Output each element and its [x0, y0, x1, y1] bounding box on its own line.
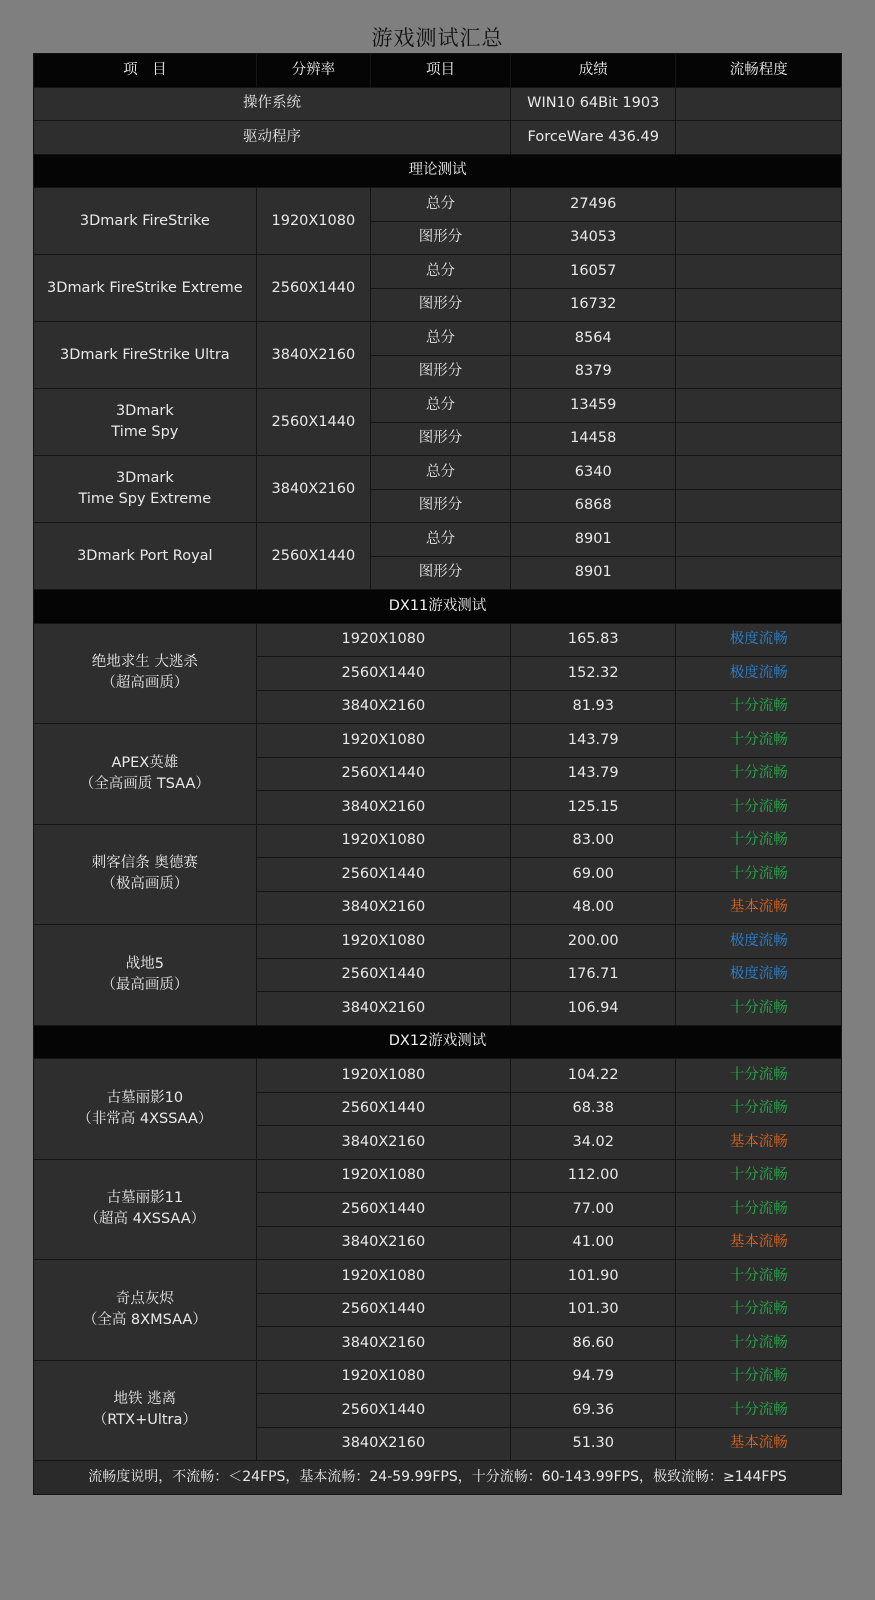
section-row-theory [34, 154, 842, 188]
resolution-cell: 2560X1440 [256, 1092, 510, 1126]
smoothness-cell: 十分流畅 [676, 858, 842, 892]
smoothness-cell: 十分流畅 [676, 1092, 842, 1126]
test-name-line: 3Dmark [115, 403, 174, 419]
score-cell: 8379 [511, 355, 676, 389]
smoothness-cell: 基本流畅 [676, 1427, 842, 1461]
score-cell: 16732 [511, 288, 676, 322]
test-name-line: 3Dmark FireStrike [79, 212, 210, 229]
resolution-cell: 3840X2160 [256, 1226, 510, 1260]
score-cell: 13459 [511, 389, 676, 423]
empty-cell [676, 556, 842, 590]
resolution-cell: 3840X2160 [256, 891, 510, 925]
score-cell: 125.15 [511, 791, 676, 825]
smoothness-cell: 十分流畅 [676, 1159, 842, 1193]
smoothness-cell: 十分流畅 [676, 1260, 842, 1294]
test-name-line: 地铁 逃离 [113, 1391, 177, 1408]
game-test-summary-table [33, 53, 842, 1495]
empty-cell [676, 121, 842, 155]
smoothness-cell: 极度流畅 [676, 958, 842, 992]
empty-cell [676, 456, 842, 490]
resolution-cell: 3840X2160 [256, 322, 370, 389]
subitem-cell: 总分 [371, 389, 511, 423]
test-name-line: Time Spy [111, 424, 179, 440]
resolution-cell: 2560X1440 [256, 657, 510, 691]
system-row-driver [34, 121, 842, 155]
subitem-cell: 总分 [371, 188, 511, 222]
resolution-cell: 1920X1080 [256, 824, 510, 858]
section-title: DX12游戏测试 [34, 1025, 842, 1059]
resolution-cell: 2560X1440 [256, 255, 370, 322]
smoothness-cell: 十分流畅 [676, 791, 842, 825]
test-name [34, 1159, 257, 1260]
empty-cell [676, 389, 842, 423]
header-score: 成绩 [511, 54, 676, 88]
resolution-cell: 2560X1440 [256, 1193, 510, 1227]
system-value: WIN10 64Bit 1903 [511, 87, 676, 121]
score-cell: 101.30 [511, 1293, 676, 1327]
table-row [34, 623, 842, 657]
resolution-cell: 2560X1440 [256, 757, 510, 791]
test-name [34, 255, 257, 322]
test-name-line: （RTX+Ultra） [92, 1412, 197, 1429]
score-cell: 6868 [511, 489, 676, 523]
empty-cell [676, 322, 842, 356]
smoothness-cell: 极度流畅 [676, 925, 842, 959]
subitem-cell: 图形分 [371, 422, 511, 456]
table-row [34, 188, 842, 222]
test-name-line: 3Dmark [115, 470, 174, 486]
header-item: 项 目 [34, 54, 257, 88]
score-cell: 152.32 [511, 657, 676, 691]
smoothness-cell: 基本流畅 [676, 1226, 842, 1260]
test-name-line: 战地5 [125, 955, 164, 972]
subitem-cell: 图形分 [371, 288, 511, 322]
test-name [34, 1360, 257, 1461]
smoothness-cell: 极度流畅 [676, 657, 842, 691]
score-cell: 51.30 [511, 1427, 676, 1461]
smoothness-cell: 十分流畅 [676, 757, 842, 791]
score-cell: 86.60 [511, 1327, 676, 1361]
table-row [34, 724, 842, 758]
table-row [34, 523, 842, 557]
smoothness-cell: 十分流畅 [676, 724, 842, 758]
resolution-cell: 2560X1440 [256, 858, 510, 892]
test-name-line: 绝地求生 大逃杀 [91, 654, 198, 671]
resolution-cell: 1920X1080 [256, 1059, 510, 1093]
resolution-cell: 2560X1440 [256, 389, 370, 456]
smoothness-cell: 基本流畅 [676, 891, 842, 925]
smoothness-cell: 十分流畅 [676, 1293, 842, 1327]
score-cell: 83.00 [511, 824, 676, 858]
legend-row [34, 1461, 842, 1495]
resolution-cell: 3840X2160 [256, 690, 510, 724]
test-name [34, 322, 257, 389]
test-name [34, 188, 257, 255]
resolution-cell: 1920X1080 [256, 1159, 510, 1193]
resolution-cell: 2560X1440 [256, 1394, 510, 1428]
test-name-line: 奇点灰烬 [115, 1290, 174, 1307]
score-cell: 34.02 [511, 1126, 676, 1160]
score-cell: 8901 [511, 523, 676, 557]
smoothness-cell: 十分流畅 [676, 1360, 842, 1394]
empty-cell [676, 489, 842, 523]
test-name [34, 389, 257, 456]
resolution-cell: 1920X1080 [256, 188, 370, 255]
score-cell: 94.79 [511, 1360, 676, 1394]
resolution-cell: 1920X1080 [256, 1360, 510, 1394]
resolution-cell: 1920X1080 [256, 623, 510, 657]
test-name-line: 刺客信条 奥德赛 [91, 855, 198, 872]
resolution-cell: 1920X1080 [256, 1260, 510, 1294]
score-cell: 77.00 [511, 1193, 676, 1227]
smoothness-cell: 十分流畅 [676, 1193, 842, 1227]
section-title: DX11游戏测试 [34, 590, 842, 624]
test-name-line: （超高 4XSSAA） [84, 1211, 206, 1228]
smoothness-cell: 十分流畅 [676, 1394, 842, 1428]
table-row [34, 255, 842, 289]
test-name [34, 523, 257, 590]
subitem-cell: 总分 [371, 322, 511, 356]
table-header-row [34, 54, 842, 88]
smoothness-cell: 极度流畅 [676, 623, 842, 657]
test-name-line: （全高 8XMSAA） [82, 1311, 207, 1328]
score-cell: 143.79 [511, 724, 676, 758]
table-row [34, 322, 842, 356]
test-name [34, 724, 257, 825]
test-name [34, 623, 257, 724]
test-name-line: （超高画质） [101, 675, 189, 692]
page-title: 游戏测试汇总 [371, 26, 504, 50]
score-cell: 16057 [511, 255, 676, 289]
score-cell: 69.36 [511, 1394, 676, 1428]
resolution-cell: 3840X2160 [256, 1427, 510, 1461]
system-value: ForceWare 436.49 [511, 121, 676, 155]
header-subitem: 项目 [371, 54, 511, 88]
score-cell: 8564 [511, 322, 676, 356]
resolution-cell: 2560X1440 [256, 1293, 510, 1327]
resolution-cell: 3840X2160 [256, 791, 510, 825]
table-row [34, 456, 842, 490]
subitem-cell: 图形分 [371, 355, 511, 389]
section-row-dx11 [34, 590, 842, 624]
resolution-cell: 3840X2160 [256, 1327, 510, 1361]
score-cell: 8901 [511, 556, 676, 590]
empty-cell [676, 288, 842, 322]
score-cell: 112.00 [511, 1159, 676, 1193]
system-label: 驱动程序 [34, 121, 511, 155]
test-name-line: 3Dmark FireStrike Extreme [47, 279, 243, 296]
test-name-line: 古墓丽影10 [106, 1089, 184, 1106]
resolution-cell: 1920X1080 [256, 925, 510, 959]
empty-cell [676, 221, 842, 255]
score-cell: 41.00 [511, 1226, 676, 1260]
smoothness-cell: 十分流畅 [676, 1059, 842, 1093]
score-cell: 101.90 [511, 1260, 676, 1294]
header-smoothness: 流畅程度 [676, 54, 842, 88]
score-cell: 143.79 [511, 757, 676, 791]
header-resolution: 分辨率 [256, 54, 370, 88]
table-row [34, 1159, 842, 1193]
test-name-line: （非常高 4XSSAA） [77, 1110, 213, 1127]
empty-cell [676, 355, 842, 389]
test-name-line: 古墓丽影11 [106, 1190, 184, 1207]
test-name-line: APEX英雄 [111, 754, 179, 771]
test-name-line: （全高画质 TSAA） [79, 775, 210, 792]
score-cell: 48.00 [511, 891, 676, 925]
test-name-line: （最高画质） [101, 976, 189, 993]
resolution-cell: 3840X2160 [256, 992, 510, 1026]
subitem-cell: 总分 [371, 456, 511, 490]
test-name [34, 824, 257, 925]
test-name [34, 456, 257, 523]
score-cell: 104.22 [511, 1059, 676, 1093]
smoothness-cell: 十分流畅 [676, 1327, 842, 1361]
smoothness-cell: 十分流畅 [676, 992, 842, 1026]
empty-cell [676, 255, 842, 289]
score-cell: 68.38 [511, 1092, 676, 1126]
score-cell: 106.94 [511, 992, 676, 1026]
test-name-line: Time Spy Extreme [78, 491, 212, 507]
subitem-cell: 总分 [371, 523, 511, 557]
resolution-cell: 3840X2160 [256, 456, 370, 523]
score-cell: 165.83 [511, 623, 676, 657]
table-row [34, 925, 842, 959]
table-row [34, 389, 842, 423]
section-row-dx12 [34, 1025, 842, 1059]
empty-cell [676, 188, 842, 222]
smoothness-cell: 十分流畅 [676, 690, 842, 724]
empty-cell [676, 87, 842, 121]
score-cell: 200.00 [511, 925, 676, 959]
smoothness-cell: 基本流畅 [676, 1126, 842, 1160]
test-name [34, 1260, 257, 1361]
score-cell: 27496 [511, 188, 676, 222]
subitem-cell: 图形分 [371, 556, 511, 590]
resolution-cell: 2560X1440 [256, 958, 510, 992]
test-name-line: 3Dmark Port Royal [77, 547, 213, 564]
section-title: 理论测试 [34, 154, 842, 188]
resolution-cell: 2560X1440 [256, 523, 370, 590]
resolution-cell: 1920X1080 [256, 724, 510, 758]
table-row [34, 1059, 842, 1093]
table-row [34, 824, 842, 858]
system-label: 操作系统 [34, 87, 511, 121]
subitem-cell: 图形分 [371, 489, 511, 523]
smoothness-cell: 十分流畅 [676, 824, 842, 858]
score-cell: 6340 [511, 456, 676, 490]
score-cell: 69.00 [511, 858, 676, 892]
table-row [34, 1260, 842, 1294]
subitem-cell: 图形分 [371, 221, 511, 255]
score-cell: 14458 [511, 422, 676, 456]
legend-text: 流畅度说明，不流畅：＜24FPS，基本流畅：24-59.99FPS，十分流畅：60-143.99FPS，极致流畅：≥144FPS [34, 1461, 842, 1495]
test-name [34, 925, 257, 1026]
system-row-os [34, 87, 842, 121]
table-row [34, 1360, 842, 1394]
score-cell: 81.93 [511, 690, 676, 724]
subitem-cell: 总分 [371, 255, 511, 289]
test-name-line: （极高画质） [101, 876, 189, 893]
score-cell: 34053 [511, 221, 676, 255]
resolution-cell: 3840X2160 [256, 1126, 510, 1160]
score-cell: 176.71 [511, 958, 676, 992]
test-name-line: 3Dmark FireStrike Ultra [59, 346, 230, 363]
test-name [34, 1059, 257, 1160]
empty-cell [676, 523, 842, 557]
empty-cell [676, 422, 842, 456]
